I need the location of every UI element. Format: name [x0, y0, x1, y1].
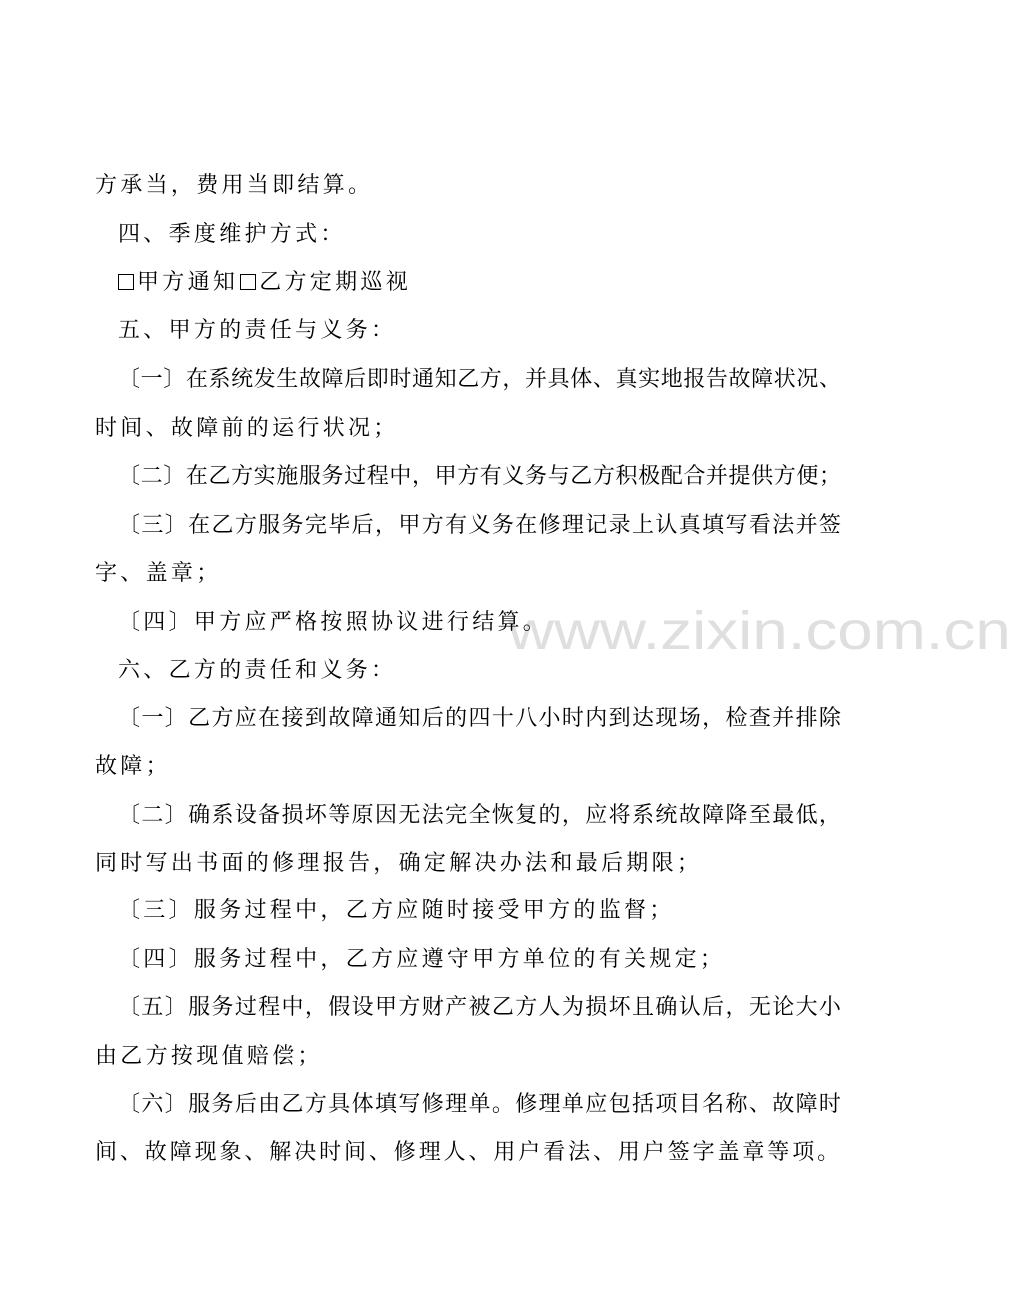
text-line: 〔五〕服务过程中，假设甲方财产被乙方人为损坏且确认后，无论大小	[118, 995, 843, 1020]
text-line: 〔二〕确系设备损坏等原因无法完全恢复的，应将系统故障降至最低，	[118, 803, 843, 828]
section-heading-4: 四、季度维护方式：	[118, 222, 346, 247]
text-line: 〔六〕服务后由乙方具体填写修理单。修理单应包括项目名称、故障时	[118, 1092, 843, 1117]
text-line: 故障；	[95, 754, 171, 779]
text-line: 〔三〕在乙方服务完毕后，甲方有义务在修理记录上认真填写看法并签	[118, 513, 843, 538]
text-line: 由乙方按现值赔偿；	[95, 1044, 323, 1069]
watermark: www.zixin.com.cn	[508, 601, 1011, 661]
text-line: 〔四〕服务过程中，乙方应遵守甲方单位的有关规定；	[118, 947, 726, 972]
text-line: 〔三〕服务过程中，乙方应随时接受甲方的监督；	[118, 898, 675, 923]
text-line: 字、盖章；	[95, 561, 222, 586]
text-line: 〔四〕甲方应严格按照协议进行结算。	[118, 610, 549, 635]
text-line: 时间、故障前的运行状况；	[95, 416, 399, 441]
checkbox-party-a-notice[interactable]	[118, 274, 134, 290]
section-heading-5: 五、甲方的责任与义务：	[118, 318, 397, 343]
text-line: 间、故障现象、解决时间、修理人、用户看法、用户签字盖章等项。	[95, 1140, 843, 1165]
text-line: 同时写出书面的修理报告，确定解决办法和最后期限；	[95, 851, 703, 876]
section-heading-6: 六、乙方的责任和义务：	[118, 658, 397, 683]
text-line: 方承当，费用当即结算。	[95, 173, 374, 198]
option-party-b-patrol-label: 乙方定期巡视	[259, 270, 412, 295]
text-line: 〔一〕乙方应在接到故障通知后的四十八小时内到达现场，检查并排除	[118, 706, 843, 731]
checkbox-party-b-patrol[interactable]	[240, 274, 256, 290]
maintenance-options	[118, 263, 411, 303]
text-line: 〔二〕在乙方实施服务过程中，甲方有义务与乙方积极配合并提供方便；	[118, 464, 842, 489]
option-party-a-notice-label: 甲方通知	[137, 270, 239, 295]
text-line: 〔一〕在系统发生故障后即时通知乙方，并具体、真实地报告故障状况、	[118, 367, 842, 392]
